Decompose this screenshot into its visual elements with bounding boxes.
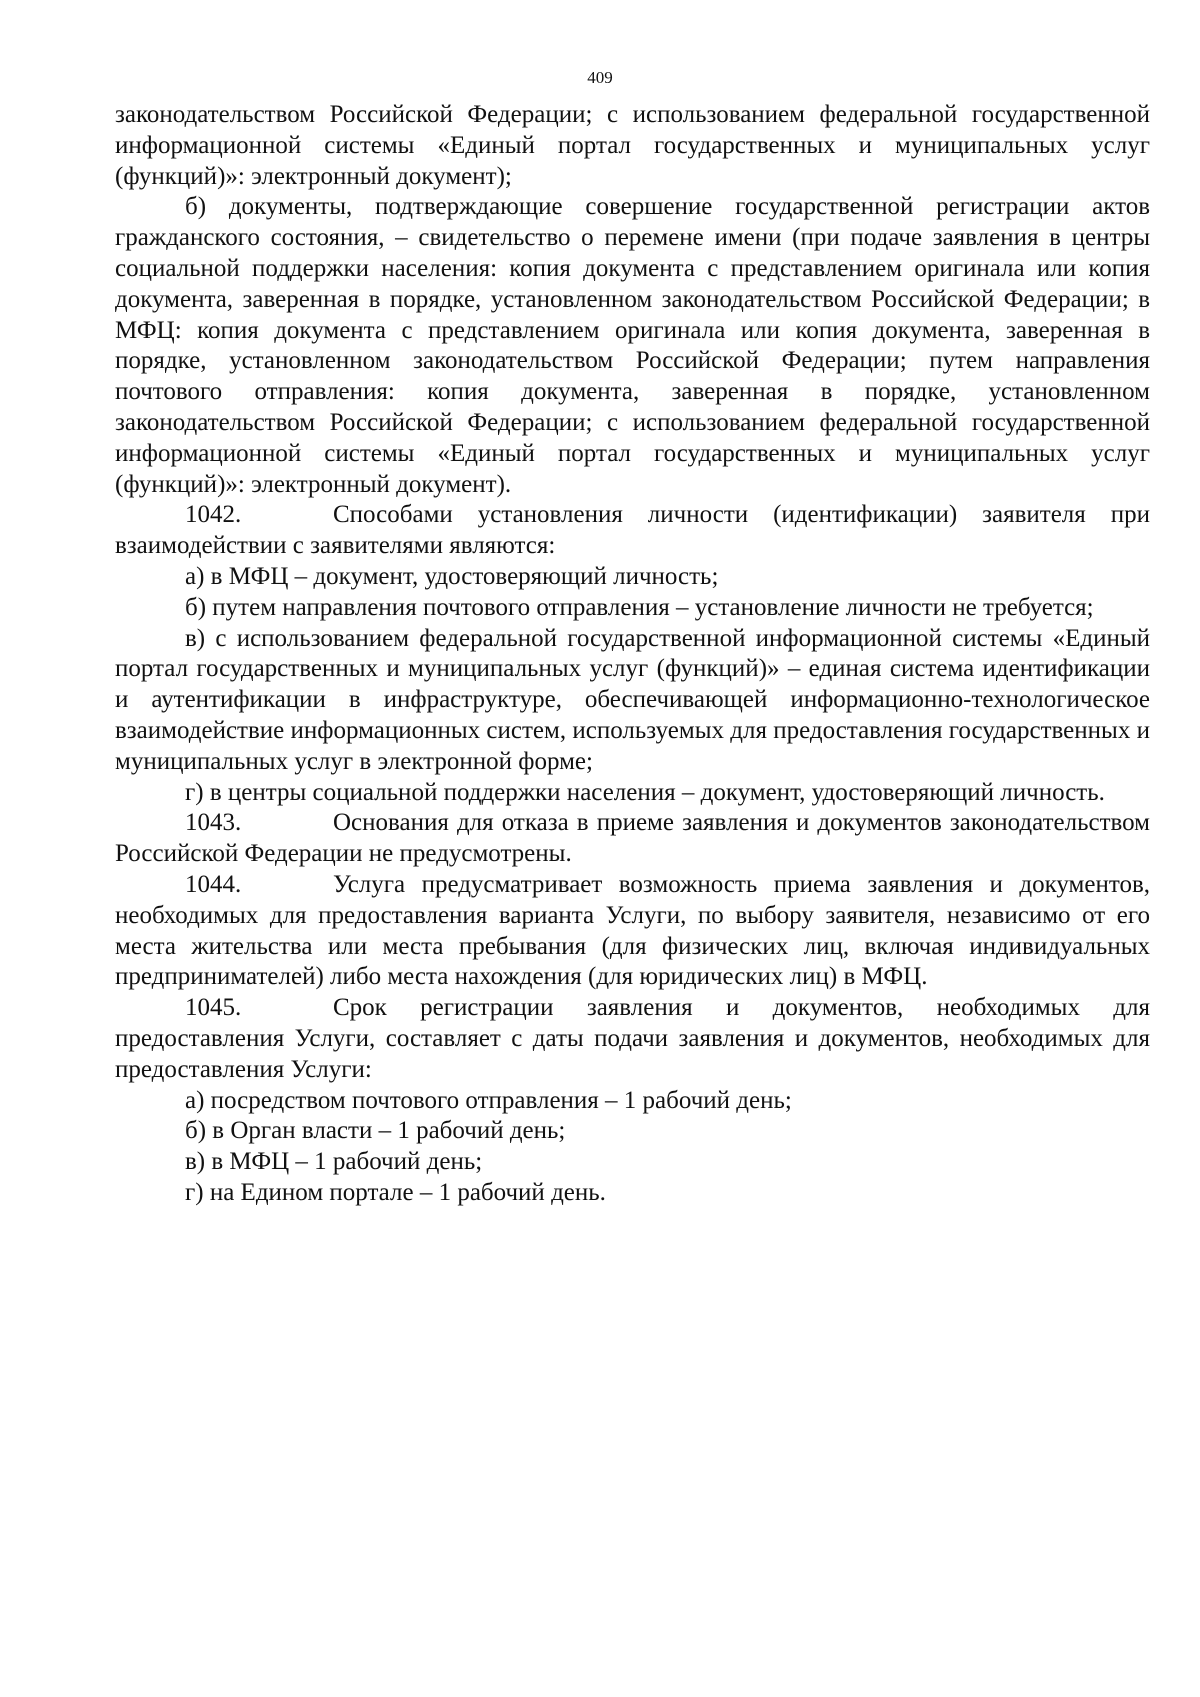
list-item: [115, 624, 1150, 778]
paragraph-text: а) посредством почтового отправления – 1 рабочий день;: [185, 1086, 792, 1114]
paragraph-text: б) в Орган власти – 1 рабочий день;: [185, 1117, 566, 1145]
paragraph-text: б) путем направления почтового отправления – установление личности не требуется;: [185, 593, 1094, 621]
numbered-paragraph: [115, 993, 1150, 1085]
paragraph-text: а) в МФЦ – документ, удостоверяющий личность;: [185, 562, 719, 590]
list-item: [115, 778, 1150, 809]
paragraph-text: Основания для отказа в приеме заявления и документов законодательством Российской Федерации не предусмотрены.: [115, 809, 1150, 868]
paragraph-text: б) документы, подтверждающие совершение государственной регистрации актов гражданского состояния, – свидетельство о перемене имени (при подаче заявления в центры социальной поддержки населения: копия документа с представлением оригинала или копия документа, заверенная в порядке, установленном законодательством Российской Федерации; в МФЦ: копия документа с представлением оригинала или копия документа, заверенная в порядке, установленном законодательством Российской Федерации; путем направления почтового отправления: копия документа, заверенная в порядке, установленном законодательством Российской Федерации; с использованием федеральной государственной информационной системы «Единый портал государственных и муниципальных услуг (функций)»: электронный документ).: [115, 193, 1150, 498]
paragraph-text: в) с использованием федеральной государственной информационной системы «Единый портал государственных и муниципальных услуг (функций)» – единая система идентификации и аутентификации в инфраструктуре, обеспечивающей информационно-технологическое взаимодействие информационных систем, используемых для предоставления государственных и муниципальных услуг в электронной форме;: [115, 624, 1150, 775]
paragraph-text: г) в центры социальной поддержки населения – документ, удостоверяющий личность.: [185, 778, 1105, 806]
paragraph-number: 1043.: [185, 809, 242, 837]
list-item: [115, 1086, 1150, 1117]
paragraph: [115, 100, 1150, 192]
list-item: [115, 593, 1150, 624]
paragraph: [115, 192, 1150, 500]
list-item: [115, 1147, 1150, 1178]
paragraph-text: законодательством Российской Федерации; с использованием федеральной государственной информационной системы «Единый портал государственных и муниципальных услуг (функций)»: электронный документ);: [115, 101, 1150, 190]
paragraph-text: Срок регистрации заявления и документов, необходимых для предоставления Услуги, составляет с даты подачи заявления и документов, необходимых для предоставления Услуги:: [115, 994, 1150, 1083]
paragraph-text: в) в МФЦ – 1 рабочий день;: [185, 1148, 483, 1176]
paragraph-text: Способами установления личности (идентификации) заявителя при взаимодействии с заявителями являются:: [115, 501, 1150, 560]
list-item: [115, 1116, 1150, 1147]
numbered-paragraph: [115, 808, 1150, 870]
list-item: [115, 1178, 1150, 1209]
paragraph-text: г) на Едином портале – 1 рабочий день.: [185, 1178, 606, 1206]
list-item: [115, 562, 1150, 593]
paragraph-number: 1042.: [185, 501, 242, 529]
numbered-paragraph: [115, 500, 1150, 562]
page-number: 409: [587, 68, 613, 87]
paragraph-text: Услуга предусматривает возможность приема заявления и документов, необходимых для предоставления варианта Услуги, по выбору заявителя, независимо от его места жительства или места пребывания (для физических лиц, включая индивидуальных предпринимателей) либо места нахождения (для юридических лиц) в МФЦ.: [115, 870, 1150, 991]
document-body: [115, 100, 1150, 1209]
numbered-paragraph: [115, 870, 1150, 993]
paragraph-number: 1044.: [185, 870, 242, 898]
paragraph-number: 1045.: [185, 994, 242, 1022]
